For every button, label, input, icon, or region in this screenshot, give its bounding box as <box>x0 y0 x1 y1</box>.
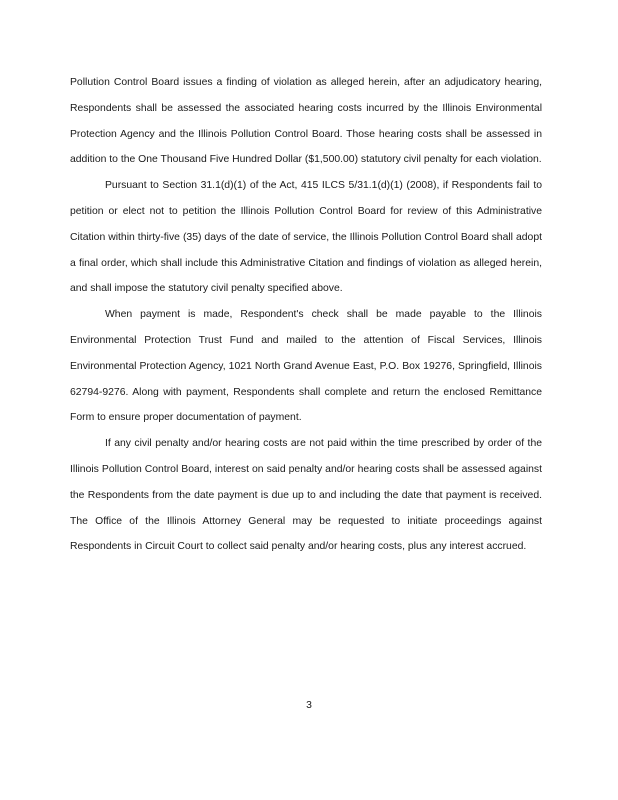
paragraph-continuation: Pollution Control Board issues a finding of violation as alleged herein, after an adjudicatory hearing, Respondents shall be assessed the associated hearing costs incurred by the Illinois Environmental Protection Agency and the Illinois Pollution Control Board. Those hearing costs shall be assessed in addition to the One Thousand Five Hundred Dollar ($1,500.00) statutory civil penalty for each violation. <box>70 77 542 166</box>
paragraph-petition: Pursuant to Section 31.1(d)(1) of the Act, 415 ILCS 5/31.1(d)(1) (2008), if Respondents fail to petition or elect not to petition the Illinois Pollution Control Board for review of this Administrative Citation within thirty-five (35) days of the date of service, the Illinois Pollution Control Board shall adopt a final order, which shall include this Administrative Citation and findings of violation as alleged herein, and shall impose the statutory civil penalty specified above. <box>70 180 542 295</box>
paragraph-interest: If any civil penalty and/or hearing costs are not paid within the time prescribed by order of the Illinois Pollution Control Board, interest on said penalty and/or hearing costs shall be assessed against the Respondents from the date payment is due up to and including the date that payment is received. The Office of the Illinois Attorney General may be requested to initiate proceedings against Respondents in Circuit Court to collect said penalty and/or hearing costs, plus any interest accrued. <box>70 438 542 553</box>
paragraph-payment: When payment is made, Respondent's check shall be made payable to the Illinois Environmental Protection Trust Fund and mailed to the attention of Fiscal Services, Illinois Environmental Protection Agency, 1021 North Grand Avenue East, P.O. Box 19276, Springfield, Illinois 62794-9276. Along with payment, Respondents shall complete and return the enclosed Remittance Form to ensure proper documentation of payment. <box>70 309 542 424</box>
document-body <box>70 70 542 560</box>
page-number: 3 <box>306 700 312 711</box>
